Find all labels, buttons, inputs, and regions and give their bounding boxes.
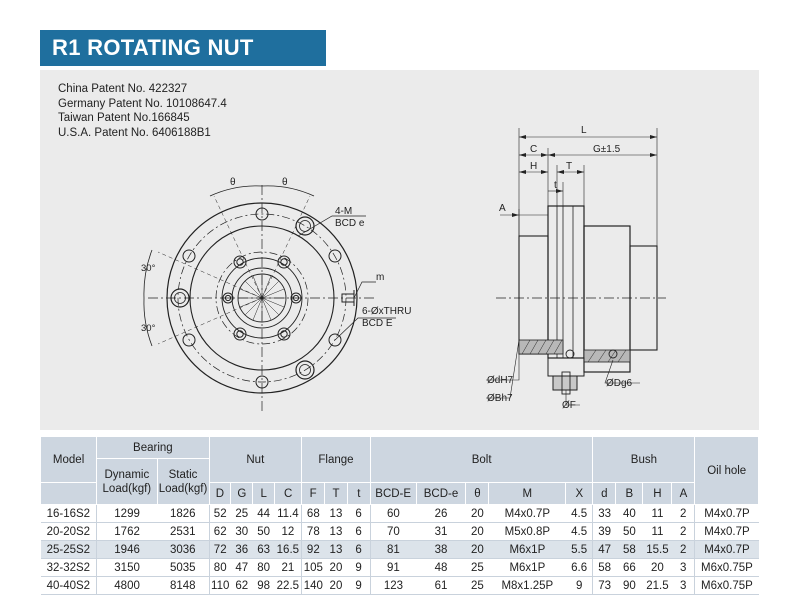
cell-G: 36 (231, 541, 253, 559)
cell-d: 73 (593, 577, 616, 595)
cell-C: 12 (275, 523, 302, 541)
cell-oil: M4x0.7P (695, 523, 759, 541)
header-G: G (231, 483, 253, 505)
cell-T: 13 (325, 505, 348, 523)
cell-X: 9 (566, 577, 593, 595)
label-L: L (581, 125, 587, 136)
cell-dyn: 4800 (97, 577, 157, 595)
patent-usa: U.S.A. Patent No. 6406188B1 (58, 126, 211, 139)
cell-theta: 20 (466, 541, 489, 559)
cell-model: 25-25S2 (41, 541, 97, 559)
cell-dyn: 1299 (97, 505, 157, 523)
cell-H: 11 (643, 505, 672, 523)
cell-L: 98 (253, 577, 275, 595)
cell-X: 4.5 (566, 505, 593, 523)
cell-L: 44 (253, 505, 275, 523)
cell-M: M5x0.8P (489, 523, 566, 541)
cell-H: 15.5 (643, 541, 672, 559)
cell-d: 33 (593, 505, 616, 523)
bush-body (519, 236, 548, 354)
label-m: m (376, 272, 385, 283)
header-D: D (209, 483, 231, 505)
cell-X: 5.5 (566, 541, 593, 559)
label-Dg6: ØDg6 (606, 378, 633, 389)
patent-taiwan: Taiwan Patent No.166845 (58, 112, 190, 124)
header-M: M (489, 483, 566, 505)
label-Bh7: ØBh7 (487, 393, 513, 404)
cell-G: 47 (231, 559, 253, 577)
cell-dyn: 3150 (97, 559, 157, 577)
label-angle-top: 30° (141, 263, 156, 274)
cell-F: 92 (302, 541, 325, 559)
cell-BCDe: 31 (416, 523, 466, 541)
spec-table-body (41, 505, 759, 595)
cell-C: 22.5 (275, 577, 302, 595)
cell-X: 6.6 (566, 559, 593, 577)
cell-A: 2 (672, 523, 695, 541)
label-F: ØF (562, 400, 576, 411)
flange-body (548, 206, 584, 358)
page-title: R1 ROTATING NUT (40, 30, 326, 66)
cell-theta: 25 (466, 577, 489, 595)
cell-M: M6x1P (489, 559, 566, 577)
cell-G: 30 (231, 523, 253, 541)
cell-C: 21 (275, 559, 302, 577)
cell-stat: 8148 (157, 577, 209, 595)
cell-stat: 3036 (157, 541, 209, 559)
label-T: T (566, 161, 573, 172)
header-nut: Nut (209, 437, 302, 483)
cell-M: M4x0.7P (489, 505, 566, 523)
header-bush: Bush (593, 437, 695, 483)
header-F: F (302, 483, 325, 505)
label-H: H (530, 161, 538, 172)
label-dH7: ØdH7 (487, 375, 514, 386)
label-bcd-e: BCD e (335, 218, 365, 229)
cell-F: 78 (302, 523, 325, 541)
cell-BCDE: 60 (370, 505, 416, 523)
cell-D: 52 (209, 505, 231, 523)
cell-B: 40 (616, 505, 643, 523)
cell-dyn: 1946 (97, 541, 157, 559)
label-A: A (499, 203, 506, 214)
header-X: X (566, 483, 593, 505)
header-static-load: Static Load(kgf) (157, 459, 209, 505)
cell-dyn: 1762 (97, 523, 157, 541)
side-view (486, 128, 666, 405)
cell-A: 2 (672, 541, 695, 559)
header-theta: θ (466, 483, 489, 505)
cell-F: 105 (302, 559, 325, 577)
table-row (41, 541, 759, 559)
cell-D: 110 (209, 577, 231, 595)
cell-t: 6 (347, 541, 370, 559)
cell-theta: 20 (466, 505, 489, 523)
cell-A: 3 (672, 559, 695, 577)
cell-oil: M4x0.7P (695, 505, 759, 523)
cell-A: 3 (672, 577, 695, 595)
cell-BCDE: 81 (370, 541, 416, 559)
label-bcd-E: BCD E (362, 318, 393, 329)
cell-d: 39 (593, 523, 616, 541)
label-t: t (554, 180, 557, 191)
cell-F: 140 (302, 577, 325, 595)
header-bearing: Bearing (97, 437, 209, 459)
cell-C: 16.5 (275, 541, 302, 559)
header-A: A (672, 483, 695, 505)
cell-BCDE: 123 (370, 577, 416, 595)
cell-theta: 20 (466, 523, 489, 541)
cell-H: 20 (643, 559, 672, 577)
cell-BCDe: 38 (416, 541, 466, 559)
cell-B: 90 (616, 577, 643, 595)
cell-stat: 2531 (157, 523, 209, 541)
cell-T: 20 (325, 577, 348, 595)
cell-BCDE: 91 (370, 559, 416, 577)
cell-G: 62 (231, 577, 253, 595)
table-row (41, 577, 759, 595)
cell-model: 32-32S2 (41, 559, 97, 577)
label-theta-left: θ (230, 177, 236, 188)
header-H: H (643, 483, 672, 505)
cell-BCDe: 48 (416, 559, 466, 577)
cell-BCDe: 61 (416, 577, 466, 595)
patent-china: China Patent No. 422327 (58, 83, 188, 95)
label-theta-right: θ (282, 177, 288, 188)
cell-T: 13 (325, 523, 348, 541)
header-BCD-e: BCD-e (416, 483, 466, 505)
cell-D: 62 (209, 523, 231, 541)
header-T: T (325, 483, 348, 505)
cell-oil: M6x0.75P (695, 559, 759, 577)
cell-M: M6x1P (489, 541, 566, 559)
cell-D: 80 (209, 559, 231, 577)
cell-d: 47 (593, 541, 616, 559)
cell-C: 11.4 (275, 505, 302, 523)
label-C: C (530, 144, 538, 155)
patent-germany: Germany Patent No. 10108647.4 (58, 97, 227, 110)
header-dynamic-load: Dynamic Load(kgf) (97, 459, 157, 505)
cell-L: 50 (253, 523, 275, 541)
header-oil-hole: Oil hole (695, 437, 759, 505)
cell-F: 68 (302, 505, 325, 523)
cell-stat: 1826 (157, 505, 209, 523)
cell-model: 16-16S2 (41, 505, 97, 523)
cell-t: 9 (347, 577, 370, 595)
cell-H: 11 (643, 523, 672, 541)
label-4-m: 4-M (335, 206, 353, 217)
header-bolt: Bolt (370, 437, 593, 483)
cell-stat: 5035 (157, 559, 209, 577)
cell-t: 9 (347, 559, 370, 577)
cell-theta: 25 (466, 559, 489, 577)
cell-H: 21.5 (643, 577, 672, 595)
cell-T: 13 (325, 541, 348, 559)
cell-G: 25 (231, 505, 253, 523)
cell-t: 6 (347, 505, 370, 523)
cell-oil: M6x0.75P (695, 577, 759, 595)
cell-B: 66 (616, 559, 643, 577)
label-6-thru: 6-ØxTHRU (362, 306, 412, 317)
cell-B: 50 (616, 523, 643, 541)
cell-t: 6 (347, 523, 370, 541)
header-C: C (275, 483, 302, 505)
cell-D: 72 (209, 541, 231, 559)
cell-L: 63 (253, 541, 275, 559)
cell-L: 80 (253, 559, 275, 577)
cell-BCDe: 26 (416, 505, 466, 523)
header-L: L (253, 483, 275, 505)
cell-model: 20-20S2 (41, 523, 97, 541)
table-row (41, 559, 759, 577)
header-d: d (593, 483, 616, 505)
label-angle-bottom: 30° (141, 323, 156, 334)
cell-oil: M4x0.7P (695, 541, 759, 559)
header-B: B (616, 483, 643, 505)
cell-BCDE: 70 (370, 523, 416, 541)
header-model: Model (41, 437, 97, 483)
header-BCD-E: BCD-E (370, 483, 416, 505)
spec-table (40, 436, 759, 595)
cell-T: 20 (325, 559, 348, 577)
cell-A: 2 (672, 505, 695, 523)
cell-B: 58 (616, 541, 643, 559)
table-row (41, 505, 759, 523)
cell-model: 40-40S2 (41, 577, 97, 595)
cell-X: 4.5 (566, 523, 593, 541)
header-model-blank (41, 483, 97, 505)
label-G: G±1.5 (593, 144, 621, 155)
cell-M: M8x1.25P (489, 577, 566, 595)
cell-d: 58 (593, 559, 616, 577)
table-row (41, 523, 759, 541)
header-t: t (347, 483, 370, 505)
header-flange: Flange (302, 437, 371, 483)
